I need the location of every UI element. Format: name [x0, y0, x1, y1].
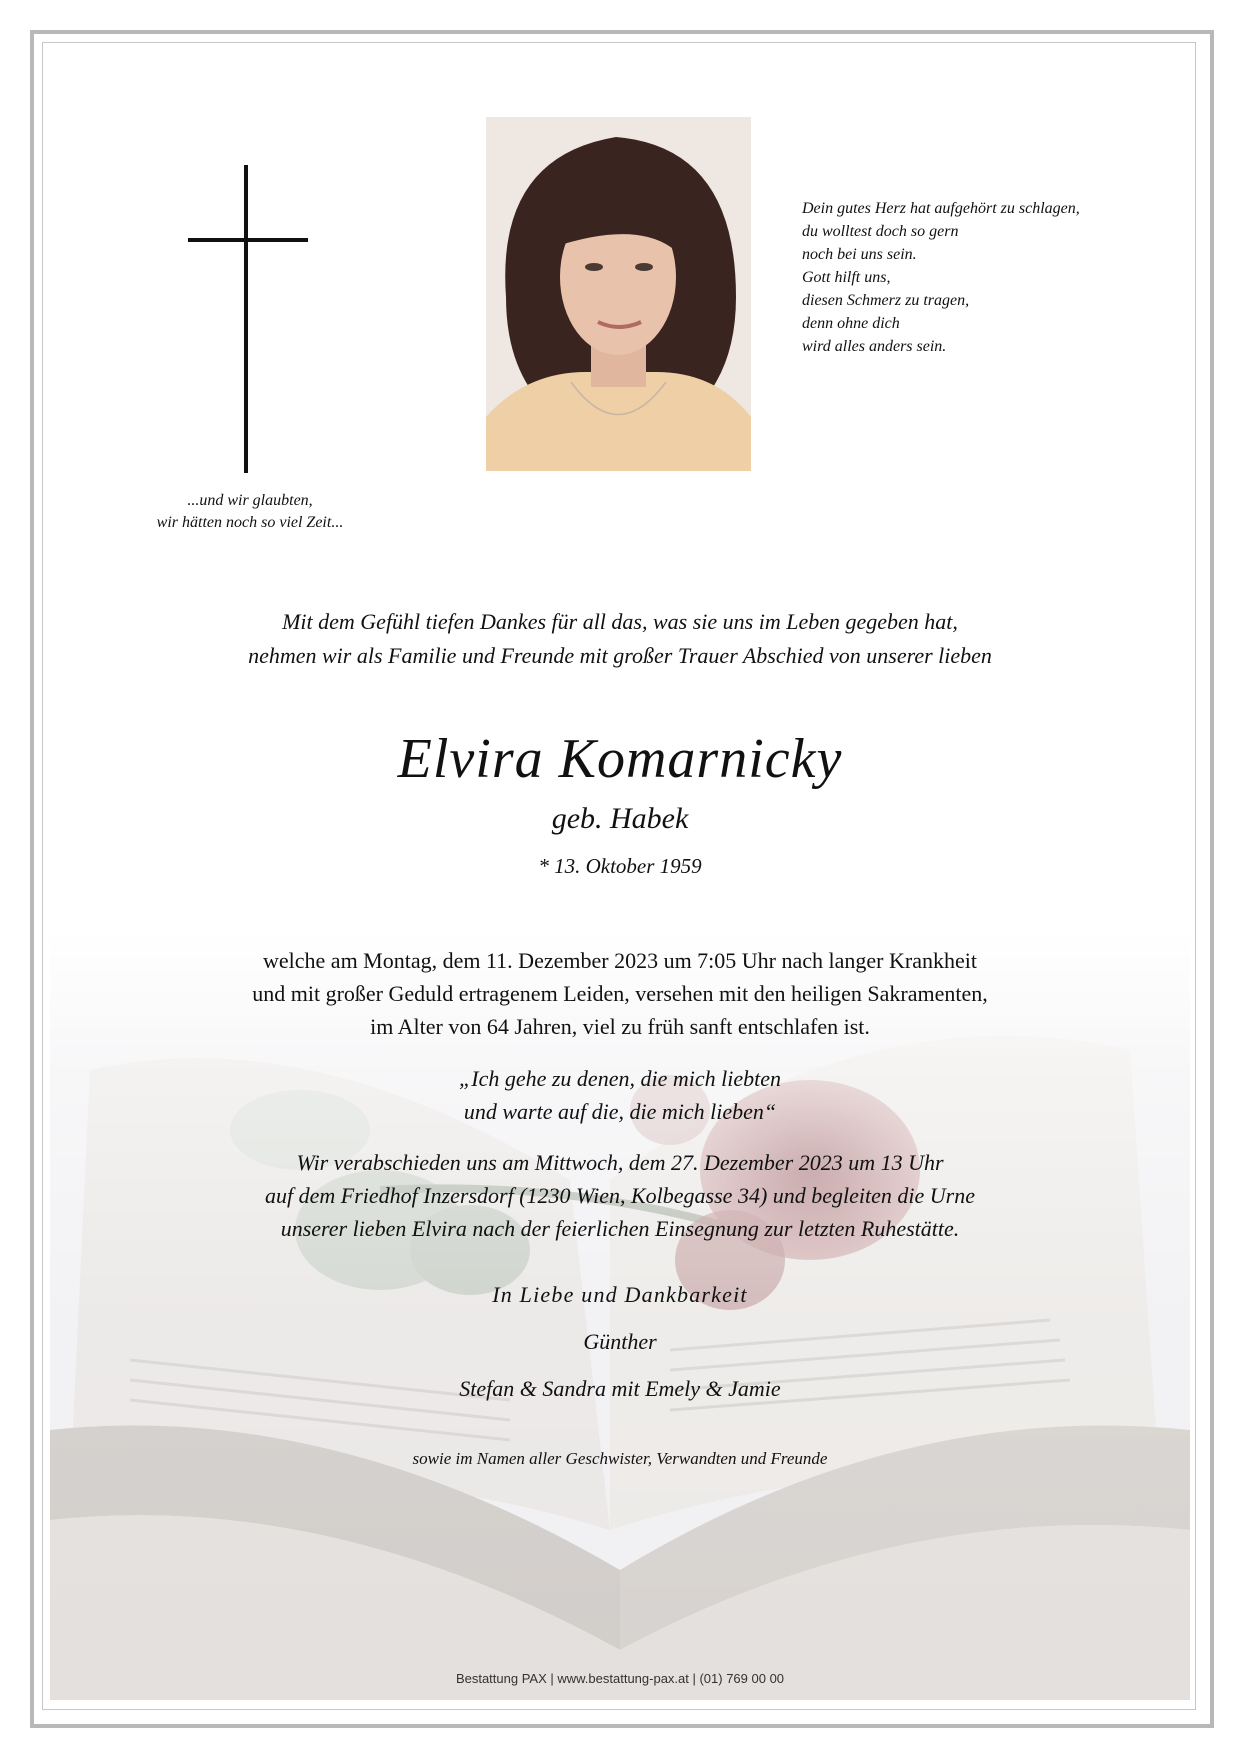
caption-line: wir hätten noch so viel Zeit...: [156, 514, 344, 531]
signature-line: Stefan & Sandra mit Emely & Jamie: [459, 1376, 781, 1401]
background-book-rose-image: [50, 930, 1190, 1700]
death-line: im Alter von 64 Jahren, viel zu früh sanft entschlafen ist.: [370, 1014, 870, 1039]
poem-line: du wolltest doch so gern: [802, 223, 959, 240]
intro-line: nehmen wir als Familie und Freunde mit großer Trauer Abschied von unserer lieben: [248, 643, 992, 668]
birth-name: geb. Habek: [551, 802, 689, 835]
poem: [802, 197, 1162, 358]
poem-line: diesen Schmerz zu tragen,: [802, 292, 970, 309]
poem-line: Gott hilft uns,: [802, 269, 891, 286]
death-line: und mit großer Geduld ertragenem Leiden, versehen mit den heiligen Sakramenten,: [252, 981, 988, 1006]
funeral-line: auf dem Friedhof Inzersdorf (1230 Wien, Kolbegasse 34) und begleiten die Urne: [264, 1183, 975, 1208]
quote-line: „Ich gehe zu denen, die mich liebten: [459, 1066, 781, 1091]
poem-line: denn ohne dich: [802, 315, 900, 332]
funeral-line: Wir verabschieden uns am Mittwoch, dem 27. Dezember 2023 um 13 Uhr: [296, 1150, 944, 1175]
latin-cross-icon: [188, 165, 308, 473]
quote: [60, 1062, 1180, 1128]
poem-line: wird alles anders sein.: [802, 338, 947, 355]
closing-phrase: In Liebe und Dankbarkeit: [492, 1282, 748, 1307]
relatives-note: sowie im Namen aller Geschwister, Verwandten und Freunde: [412, 1449, 828, 1468]
quote-line: und warte auf die, die mich lieben“: [463, 1099, 777, 1124]
caption-line: ...und wir glaubten,: [187, 492, 313, 509]
cross-caption: [110, 490, 390, 534]
funeral-details: [60, 1146, 1180, 1245]
footer-contact: Bestattung PAX | www.bestattung-pax.at | (01) 769 00 00: [455, 1671, 785, 1686]
poem-line: Dein gutes Herz hat aufgehört zu schlagen,: [802, 200, 1080, 217]
birth-date: * 13. Oktober 1959: [538, 854, 702, 878]
deceased-name: Elvira Komarnicky: [397, 728, 843, 790]
poem-line: noch bei uns sein.: [802, 246, 917, 263]
death-notice: [60, 944, 1180, 1043]
signature-line: Günther: [583, 1329, 657, 1354]
intro-line: Mit dem Gefühl tiefen Dankes für all das, was sie uns im Leben gegeben hat,: [282, 609, 958, 634]
intro-text: [60, 605, 1180, 673]
funeral-line: unserer lieben Elvira nach der feierlichen Einsegnung zur letzten Ruhestätte.: [280, 1216, 960, 1241]
portrait-photo: [486, 117, 751, 471]
death-line: welche am Montag, dem 11. Dezember 2023 um 7:05 Uhr nach langer Krankheit: [263, 948, 977, 973]
